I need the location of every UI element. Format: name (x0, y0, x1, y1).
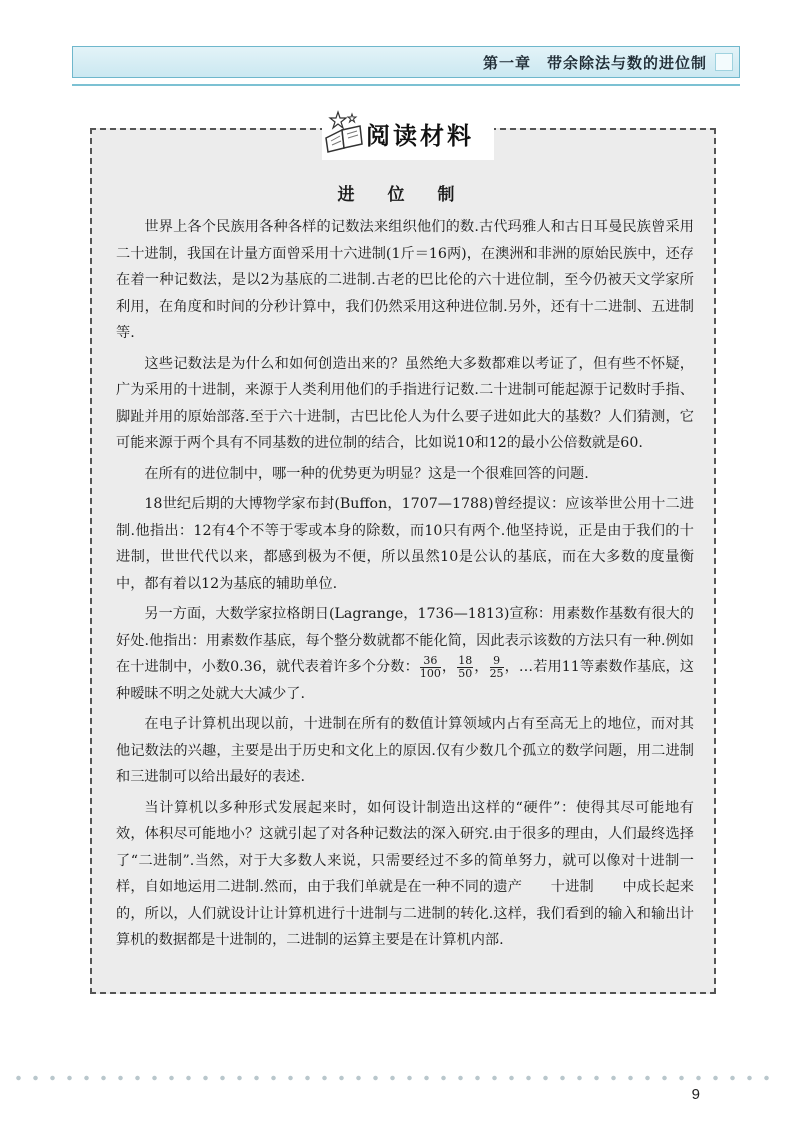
paragraph: 在所有的进位制中，哪一种的优势更为明显？这是一个很难回答的问题. (144, 465, 589, 482)
fraction-numerator: 18 (458, 653, 473, 667)
open-book-icon (322, 108, 366, 154)
paragraph: 当计算机以多种形式发展起来时，如何设计制造出这样的“硬件”：使得其尽可能地有效，体积尽可能地小？这就引起了对各种记数法的深入研究.由于很多的理由，人们最终选择了“二进制”.当然，对于大多数人来说，只需要经过不多的简单努力，就可以像对十进制一样，自如地运用二进制.然而，由于我们单就是在一种不同的遗产 十进制 中成长起来的，所以，人们就设计让计算机进行十进制与二进制的转化.这样，我们看到的输入和输出计算机的数据都是十进制的，二进制的运算主要是在计算机内部. (116, 799, 694, 948)
paragraph-text: ，…若用11等素数作基底，这种暧昧不明之处就大大减少了. (116, 659, 694, 702)
paragraph-fractions: 另一方面，大数学家拉格朗日(Lagrange，1736—1813)宣称：用素数作基数有很大的好处.他指出：用素数作基底，每个整分数就都不能化简，因此表示该数的方法只有一种.例如在十进制中，小数0.36，就代表着许多个分数： $\frac{36}{100}$ ， $\frac{18}{50}$ ， $\frac{9}{25}$ ，…若用11等素数作基底，这种暧昧不明之处就大大减少了. (116, 606, 694, 702)
fraction-denominator: 100 (419, 666, 441, 680)
chapter-title: 第一章 带余除法与数的进位制 (482, 54, 707, 72)
fraction-18-50 (457, 655, 473, 680)
fraction-9-25 (490, 655, 504, 680)
fraction-36-100 (420, 655, 441, 680)
fraction-numerator: 9 (490, 655, 504, 668)
page-number: 9 (691, 1086, 700, 1103)
article-title: 进 位 制 (337, 185, 463, 205)
paragraph: 在电子计算机出现以前，十进制在所有的数值计算领域内占有至高无上的地位，而对其他记数法的兴趣，主要是出于历史和文化上的原因.仅有少数几个孤立的数学问题，用二进制和三进制可以给出最好的表述. (116, 716, 694, 785)
paragraph: 18世纪后期的大博物学家布封(Buffon，1707—1788)曾经提议：应该举世公用十二进制.他指出：12有4个不等于零或本身的除数，而10只有两个.他坚持说，正是由于我们的十进制，世世代代以来，都感到极为不便，所以虽然10是公认的基底，而在大多数的度量衡中，都有着以12为基底的辅助单位. (116, 496, 694, 592)
reading-material-badge (322, 106, 494, 160)
paragraph-text: 另一方面，大数学家拉格朗日(Lagrange，1736—1813)宣称：用素数作基数有很大的好处.他指出：用素数作基底，每个整分数就都不能化简，因此表示该数的方法只有一种.例如在十进制中，小数0.36，就代表着许多个分数： (116, 606, 694, 675)
footer-dotted-rule (10, 1075, 770, 1081)
fraction-denominator: 25 (489, 666, 504, 680)
header-divider (72, 84, 740, 86)
fraction-denominator: 50 (458, 666, 473, 680)
paragraph: 世界上各个民族用各种各样的记数法来组织他们的数.古代玛雅人和古日耳曼民族曾采用二十进制，我国在计量方面曾采用十六进制(1斤＝16两)，在澳洲和非洲的原始民族中，还存在着一种记数法，是以2为基底的二进制.古老的巴比伦的六十进位制，至今仍被天文学家所利用，在角度和时间的分秒计算中，我们仍然采用这种进位制.另外，还有十二进制、五进制等. (116, 219, 694, 341)
article-body (116, 214, 694, 958)
reading-material-title: 阅读材料 (366, 122, 474, 150)
chapter-header-bar (72, 46, 740, 78)
paragraph: 这些记数法是为什么和如何创造出来的？虽然绝大多数都难以考证了，但有些不怀疑，广为采用的十进制，来源于人类利用他们的手指进行记数.二十进制可能起源于记数时手指、脚趾并用的原始部落.至于六十进制，古巴比伦人为什么要子进如此大的基数？人们猜测，它可能来源于两个具有不同基数的进位制的结合，比如说10和12的最小公倍数就是60. (116, 355, 694, 451)
fraction-numerator: 36 (420, 655, 441, 668)
